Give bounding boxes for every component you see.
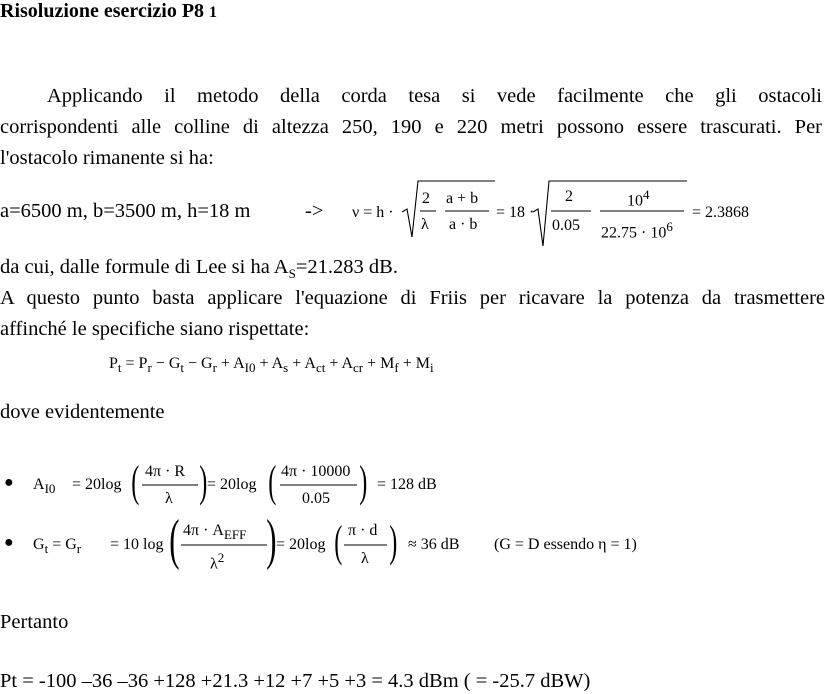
b2-num2: π · d [348, 522, 378, 539]
nu-den2: a · b [449, 216, 478, 233]
lee-line [0, 256, 398, 282]
b1-den1: λ [165, 490, 173, 507]
params-arrow: -> [305, 200, 324, 222]
b2-den1-base: λ [210, 555, 218, 573]
b2-g1: G [33, 536, 45, 553]
final-result: Pt = -100 –36 –36 +128 +21.3 +12 +7 +5 +3 = 4.3 dBm ( = -25.7 dBW) [0, 670, 591, 692]
nu-num4-base: 10 [627, 192, 643, 210]
b2-num1 [183, 522, 246, 543]
b2-g1-sub: t [44, 541, 49, 557]
friis-equation [109, 355, 434, 376]
pertanto-text: Pertanto [0, 611, 69, 633]
intro-line-1: Applicando il metodo della corda tesa si vede facilmente che gli ostacoli [47, 85, 822, 107]
b2-note: (G = D essendo η = 1) [494, 536, 637, 553]
fe-g2: − G [188, 355, 213, 372]
nu-lhs: ν = h · [352, 204, 394, 221]
lee-pre: da cui, dalle formule di Lee si ha A [0, 256, 289, 278]
b2-lparen-2: ( [334, 517, 343, 566]
lee-post: =21.283 dB. [295, 256, 398, 278]
friis-line-1: A questo punto basta applicare l'equazione di Friis per ricavare la potenza da trasmettere [0, 287, 825, 309]
nu-num4 [627, 187, 650, 210]
fe-a1: + A [220, 355, 245, 372]
intro-line-3: l'ostacolo rimanente si ha: [0, 147, 214, 169]
b1-a: A [33, 476, 45, 493]
fe-g1-sub: t [180, 360, 184, 376]
b2-result: ≈ 36 dB [408, 536, 460, 553]
fe-g1: − G [155, 355, 181, 372]
b2-num1-base: 4π · A [183, 522, 224, 539]
intro-line-2: corrispondenti alle colline di altezza 250, 190 e 220 metri possono essere trascurati. Per [0, 116, 822, 138]
fe-a2: + A [259, 355, 284, 372]
nu-eq18: = 18 · [496, 204, 535, 221]
lee-sub: S [288, 266, 296, 282]
nu-num2: a + b [446, 190, 479, 207]
b1-lparen-1: ( [131, 457, 140, 506]
b2-den1-exp: 2 [217, 550, 225, 565]
b1-num2: 4π · 10000 [281, 463, 351, 480]
b1-a-sub: I0 [44, 481, 56, 497]
fe-a4-sub: cr [353, 360, 364, 376]
fe-g2-sub: r [212, 360, 217, 376]
params-values: a=6500 m, b=3500 m, h=18 m [0, 200, 251, 222]
b2-lhs [33, 536, 81, 557]
nu-den1: λ [421, 216, 429, 233]
fe-a4: + A [329, 355, 354, 372]
b2-g2: = G [52, 536, 77, 553]
title-number: 1 [209, 4, 218, 21]
b1-lparen-2: ( [268, 457, 277, 506]
b2-lparen-1: ( [169, 509, 180, 571]
fe-m2: + M [402, 355, 430, 372]
b2-eq1: = 10 log [110, 536, 164, 553]
fe-eq: = P [125, 355, 148, 372]
b2-den2: λ [361, 550, 369, 567]
fe-a3: + A [292, 355, 316, 372]
fe-a1-sub: I0 [244, 360, 256, 376]
nu-result: = 2.3868 [692, 204, 750, 221]
b1-den2: 0.05 [302, 490, 330, 507]
fe-m2-sub: i [429, 360, 434, 376]
b2-num1-sub: EFF [223, 527, 247, 543]
nu-den4 [601, 219, 673, 242]
nu-den4-base: 22.75 · 10 [601, 224, 667, 242]
friis-line-2: affinché le specifiche siano rispettate: [0, 318, 310, 340]
nu-num1: 2 [422, 190, 430, 207]
dove-text: dove evidentemente [0, 401, 165, 423]
b2-g2-sub: r [76, 541, 82, 557]
b1-num1: 4π · R [145, 463, 186, 480]
nu-num3: 2 [565, 188, 573, 205]
b1-result: = 128 dB [377, 476, 437, 493]
fe-pr-sub: r [147, 360, 152, 376]
bullet-dot-1: ● [4, 474, 14, 491]
b2-den1 [210, 550, 224, 573]
b1-eq1: = 20log [72, 476, 122, 493]
b1-rparen-1: ) [199, 457, 208, 506]
b1-eq2: = 20log [207, 476, 257, 493]
nu-num4-exp: 4 [643, 187, 650, 202]
fe-m1-sub: f [394, 360, 399, 376]
fe-m1: + M [367, 355, 395, 372]
fe-a3-sub: ct [315, 360, 326, 376]
fe-pt: P [109, 355, 118, 372]
b1-lhs [33, 476, 55, 497]
b1-rparen-2: ) [359, 457, 368, 506]
b2-rparen-1: ) [266, 509, 277, 571]
fe-a2-sub: s [283, 360, 289, 376]
b2-rparen-2: ) [389, 517, 398, 566]
b2-eq2: = 20log [276, 536, 326, 553]
fe-pt-sub: t [117, 360, 122, 376]
title-main: Risoluzione esercizio P8 [0, 0, 205, 22]
nu-den3: 0.05 [552, 217, 580, 234]
bullet-dot-2: ● [4, 534, 14, 551]
nu-den4-exp: 6 [666, 219, 673, 234]
